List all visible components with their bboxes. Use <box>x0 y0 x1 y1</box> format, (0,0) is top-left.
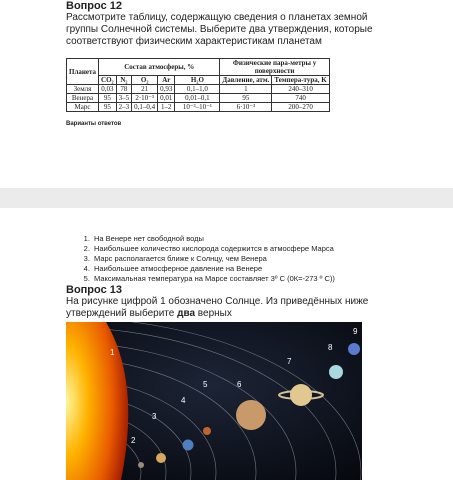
question-13-text-bold: два <box>177 308 196 319</box>
subheader: N₂ <box>116 76 132 85</box>
subheader: O₂ <box>132 76 158 85</box>
figure-label-8: 8 <box>328 343 333 352</box>
table-row <box>67 103 330 112</box>
table-cell: Венера <box>67 94 99 103</box>
subheader: H₂O <box>175 76 220 85</box>
answer-variants-label: Варианты ответов <box>66 121 122 127</box>
table-cell: 200–270 <box>272 103 329 112</box>
table-cell: 0,1–0,4 <box>132 103 158 112</box>
table-cell: 0,01–0,1 <box>175 94 220 103</box>
planet-neptune <box>348 343 360 355</box>
table-cell: 1 <box>220 85 272 94</box>
header-planet: Планета <box>67 59 99 85</box>
table-cell: 3–5 <box>116 94 132 103</box>
table-cell: 10⁻³–10⁻¹ <box>175 103 220 112</box>
answer-option[interactable]: 4. Наибольшее атмосферное давление на Венере <box>92 264 335 274</box>
table-cell: 78 <box>116 85 132 94</box>
subheader: Ar <box>158 76 175 85</box>
table-cell: 0,1–1,0 <box>175 85 220 94</box>
table-cell: 0,03 <box>99 85 117 94</box>
figure-label-6: 6 <box>237 380 242 389</box>
planet-saturn <box>290 384 312 406</box>
subheader: Давление, атм. <box>220 76 272 85</box>
planets-table <box>66 58 330 112</box>
table-row <box>67 94 330 103</box>
answer-option[interactable]: 2. Наибольшее количество кислорода содержится в атмосфере Марса <box>92 244 335 254</box>
table-cell: 6·10⁻³ <box>220 103 272 112</box>
figure-label-7: 7 <box>287 357 292 366</box>
figure-label-2: 2 <box>131 436 136 445</box>
table-cell: 0,01 <box>158 94 175 103</box>
question-12-card <box>0 0 453 188</box>
answer-option[interactable]: 3. Марс располагается ближе к Солнцу, чем Венера <box>92 254 335 264</box>
header-atmosphere: Состав атмосферы, % <box>99 59 220 76</box>
table-cell: 240–310 <box>272 85 329 94</box>
table-row <box>67 85 330 94</box>
planet-jupiter <box>236 400 266 430</box>
table-cell: 1–2 <box>158 103 175 112</box>
table-cell: 740 <box>272 94 329 103</box>
planet-mercury <box>138 462 144 468</box>
question-12-title: Вопрос 12 <box>66 0 123 12</box>
table-cell: 95 <box>99 94 117 103</box>
question-13-text-start: На рисунке цифрой 1 обозначено Солнце. Из приведённых ниже утверждений выберите <box>66 296 369 319</box>
table-cell: Земля <box>67 85 99 94</box>
table-cell: 0,93 <box>158 85 175 94</box>
subheader: CO₂ <box>99 76 117 85</box>
figure-label-1: 1 <box>110 348 115 357</box>
question-12-text: Рассмотрите таблицу, содержащую сведения о планетах земной группы Солнечной системы. Выберите два утверждения, которые соответствуют физическим характеристикам планетам <box>66 12 373 47</box>
figure-label-5: 5 <box>203 380 208 389</box>
table-cell: Марс <box>67 103 99 112</box>
question-13-title: Вопрос 13 <box>66 284 123 296</box>
question-13-text-end: верных <box>195 308 232 319</box>
table-cell: 95 <box>99 103 117 112</box>
answer-options-list <box>78 234 335 284</box>
table-cell: 21 <box>132 85 158 94</box>
planet-uranus <box>329 365 343 379</box>
header-physical: Физические пара-метры у поверхности <box>220 59 329 76</box>
planet-earth <box>183 440 194 451</box>
figure-label-3: 3 <box>152 412 157 421</box>
question-13-card <box>0 208 453 480</box>
table-cell: 2·10⁻³ <box>132 94 158 103</box>
answer-option[interactable]: 1. На Венере нет свободной воды <box>92 234 335 244</box>
solar-system-figure <box>66 322 362 480</box>
planet-mars <box>203 427 211 435</box>
figure-label-9: 9 <box>353 327 358 336</box>
figure-label-4: 4 <box>181 396 186 405</box>
table-cell: 2–3 <box>116 103 132 112</box>
question-13-text <box>66 296 406 320</box>
answer-option[interactable]: 5. Максимальная температура на Марсе составляет 3º С (0К=-273 º С)) <box>92 274 335 284</box>
subheader: Темпера-тура, K <box>272 76 329 85</box>
table-cell: 95 <box>220 94 272 103</box>
planet-venus <box>156 453 166 463</box>
